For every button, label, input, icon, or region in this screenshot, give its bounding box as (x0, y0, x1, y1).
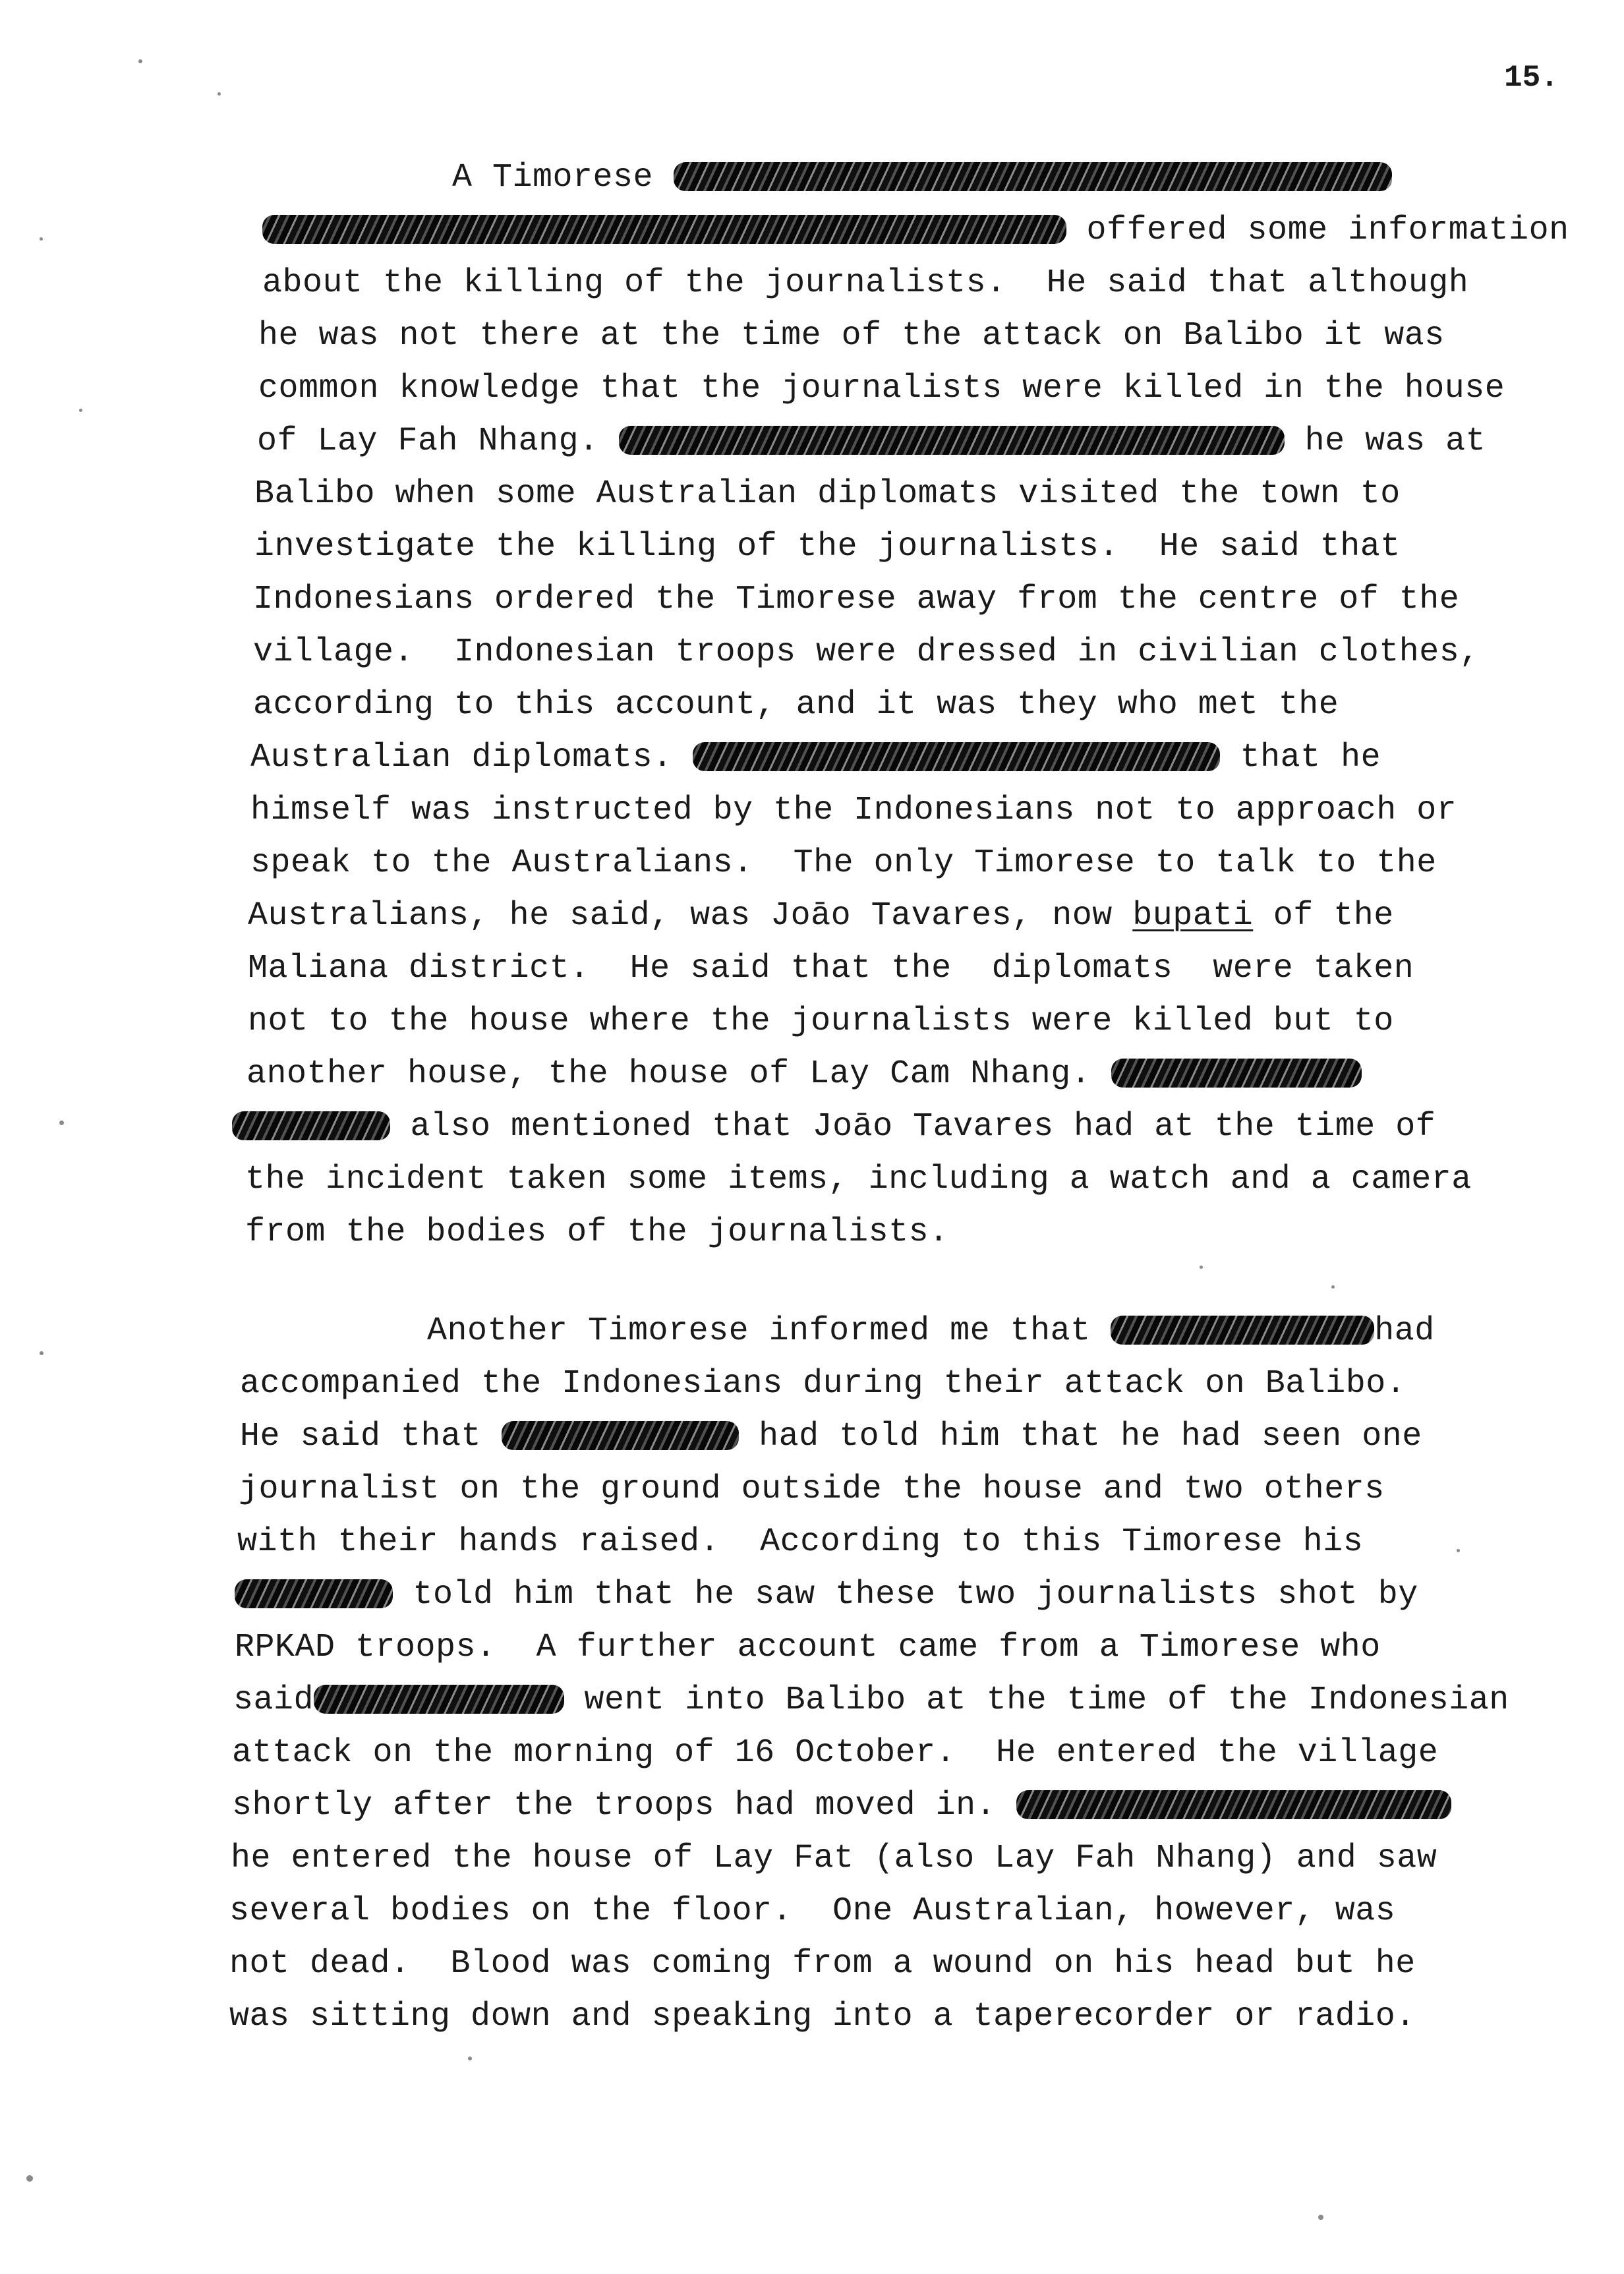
text-line: was sitting down and speaking into a taperecorder or radio. (229, 1998, 1416, 2035)
text-line: accompanied the Indonesians during their attack on Balibo. (240, 1365, 1406, 1403)
text-line: Another Timorese informed me that had (427, 1312, 1435, 1350)
redaction-block (1111, 1316, 1374, 1345)
text-line: from the bodies of the journalists. (245, 1213, 949, 1251)
scan-speck (1200, 1266, 1203, 1269)
scan-speck (1457, 1549, 1460, 1552)
redaction-block (1016, 1790, 1451, 1819)
text-line: investigate the killing of the journalists. He said that (254, 528, 1401, 566)
redaction-block (1111, 1059, 1362, 1088)
text-line: according to this account, and it was they who met the (253, 686, 1339, 724)
redaction-block (262, 215, 1066, 244)
page-number: 15. (1504, 61, 1559, 95)
underlined-term: bupati (1132, 897, 1254, 935)
scan-speck (40, 1351, 44, 1355)
scan-speck (26, 2175, 33, 2182)
text-line: speak to the Australians. The only Timorese to talk to the (250, 844, 1437, 882)
text-line: offered some information (262, 211, 1569, 250)
text-line: he was not there at the time of the attack on Balibo it was (258, 317, 1445, 355)
text-line: He said that had told him that he had seen one (240, 1418, 1422, 1455)
text-line: several bodies on the floor. One Australian, however, was (229, 1892, 1396, 1930)
scan-speck (1318, 2215, 1323, 2220)
redaction-block (235, 1579, 393, 1608)
text-line: Maliana district. He said that the diplomats were taken (248, 950, 1414, 987)
text-line: of Lay Fah Nhang. he was at (257, 423, 1486, 460)
scan-speck (40, 237, 43, 241)
text-line: not to the house where the journalists were killed but to (248, 1003, 1394, 1040)
text-line: shortly after the troops had moved in. (232, 1786, 1451, 1826)
redaction-block (619, 426, 1285, 455)
text-line: not dead. Blood was coming from a wound on his head but he (229, 1945, 1416, 1983)
text-line: attack on the morning of 16 October. He entered the village (232, 1734, 1439, 1772)
text-line: journalist on the ground outside the house and two others (239, 1471, 1385, 1508)
text-line: RPKAD troops. A further account came from a Timorese who (235, 1629, 1381, 1666)
scan-speck (218, 92, 221, 96)
text-line: the incident taken some items, including a watch and a camera (245, 1161, 1472, 1198)
text-line: about the killing of the journalists. He said that although (262, 264, 1469, 302)
scan-speck (79, 409, 82, 412)
text-line: common knowledge that the journalists were killed in the house (258, 370, 1505, 407)
scan-speck (468, 2056, 472, 2060)
redaction-block (502, 1421, 739, 1450)
redaction-block (232, 1111, 390, 1140)
scan-speck (1331, 1285, 1335, 1289)
redaction-block (314, 1685, 564, 1714)
text-line: told him that he saw these two journalists shot by (235, 1575, 1418, 1615)
redaction-block (693, 742, 1220, 771)
text-line: another house, the house of Lay Cam Nhang. (246, 1055, 1362, 1094)
text-line: also mentioned that Joāo Tavares had at the time of (232, 1107, 1436, 1147)
scan-speck (138, 59, 142, 63)
text-line: A Timorese (452, 158, 1392, 198)
redaction-block (674, 162, 1392, 191)
text-line: said went into Balibo at the time of the Indonesian (233, 1681, 1509, 1719)
text-line: with their hands raised. According to this Timorese his (237, 1523, 1364, 1561)
text-line: himself was instructed by the Indonesians not to approach or (250, 792, 1457, 829)
text-line: Australians, he said, was Joāo Tavares, now bupati of the (248, 897, 1394, 935)
scan-speck (59, 1121, 64, 1125)
text-line: Balibo when some Australian diplomats visited the town to (254, 475, 1401, 513)
text-line: village. Indonesian troops were dressed in civilian clothes, (253, 633, 1480, 671)
text-line: he entered the house of Lay Fat (also Lay Fah Nhang) and saw (231, 1840, 1437, 1877)
text-line: Indonesians ordered the Timorese away from the centre of the (253, 581, 1460, 618)
text-line: Australian diplomats. that he (250, 739, 1381, 776)
